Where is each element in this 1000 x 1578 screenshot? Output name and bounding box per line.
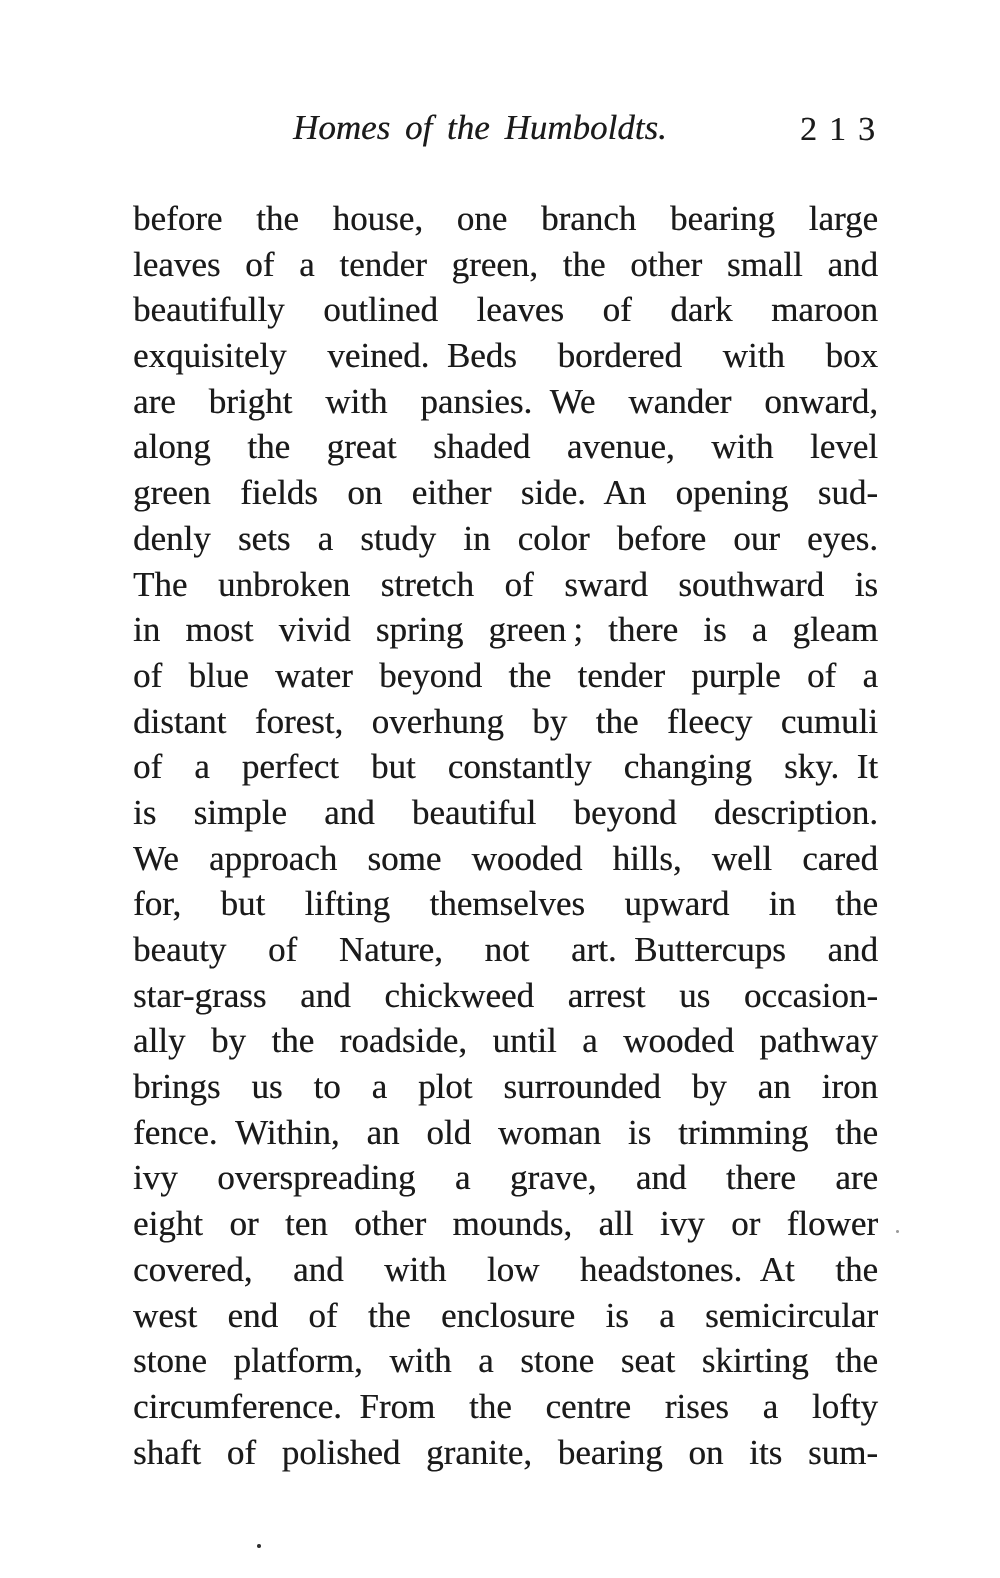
text-line: shaft of polished granite, bearing on its sum-	[133, 1432, 878, 1472]
scan-speck	[257, 1544, 261, 1548]
text-line: circumference. From the centre rises a lofty	[133, 1386, 878, 1426]
page-number: 213	[800, 111, 887, 148]
text-line: is simple and beautiful beyond description.	[133, 792, 878, 832]
text-line: star-grass and chickweed arrest us occasion-	[133, 975, 878, 1015]
text-line: beautifully outlined leaves of dark maroon	[133, 290, 878, 330]
text-line: green fields on either side. An opening sud-	[133, 473, 878, 513]
scan-speck	[896, 1230, 899, 1233]
text-line: for, but lifting themselves upward in the	[133, 884, 878, 924]
page-text-block	[133, 196, 878, 1475]
text-line: of blue water beyond the tender purple of a	[133, 655, 878, 695]
text-line: distant forest, overhung by the fleecy cumuli	[133, 701, 878, 741]
text-line: are bright with pansies. We wander onward,	[133, 381, 878, 421]
text-line: before the house, one branch bearing large	[133, 199, 878, 238]
text-line: in most vivid spring green ; there is a gleam	[133, 610, 878, 650]
text-line: brings us to a plot surrounded by an iron	[133, 1067, 878, 1107]
text-line: ally by the roadside, until a wooded pathway	[133, 1021, 878, 1061]
text-line: west end of the enclosure is a semicircular	[133, 1295, 878, 1335]
text-line: fence. Within, an old woman is trimming the	[133, 1112, 878, 1152]
running-header-title: Homes of the Humboldts.	[293, 108, 667, 147]
text-line: ivy overspreading a grave, and there are	[133, 1158, 878, 1198]
text-line: eight or ten other mounds, all ivy or flower	[133, 1204, 878, 1244]
text-line: denly sets a study in color before our eyes.	[133, 518, 878, 558]
text-line: beauty of Nature, not art. Buttercups and	[133, 930, 878, 969]
text-line: covered, and with low headstones. At the	[133, 1249, 878, 1289]
text-line: along the great shaded avenue, with level	[133, 427, 878, 467]
text-line: of a perfect but constantly changing sky. It	[133, 747, 878, 787]
text-line: stone platform, with a stone seat skirting the	[133, 1341, 878, 1381]
text-line: The unbroken stretch of sward southward is	[133, 564, 878, 604]
text-line: exquisitely veined. Beds bordered with box	[133, 336, 878, 376]
text-line: We approach some wooded hills, well cared	[133, 838, 878, 878]
text-line: leaves of a tender green, the other small and	[133, 244, 878, 284]
